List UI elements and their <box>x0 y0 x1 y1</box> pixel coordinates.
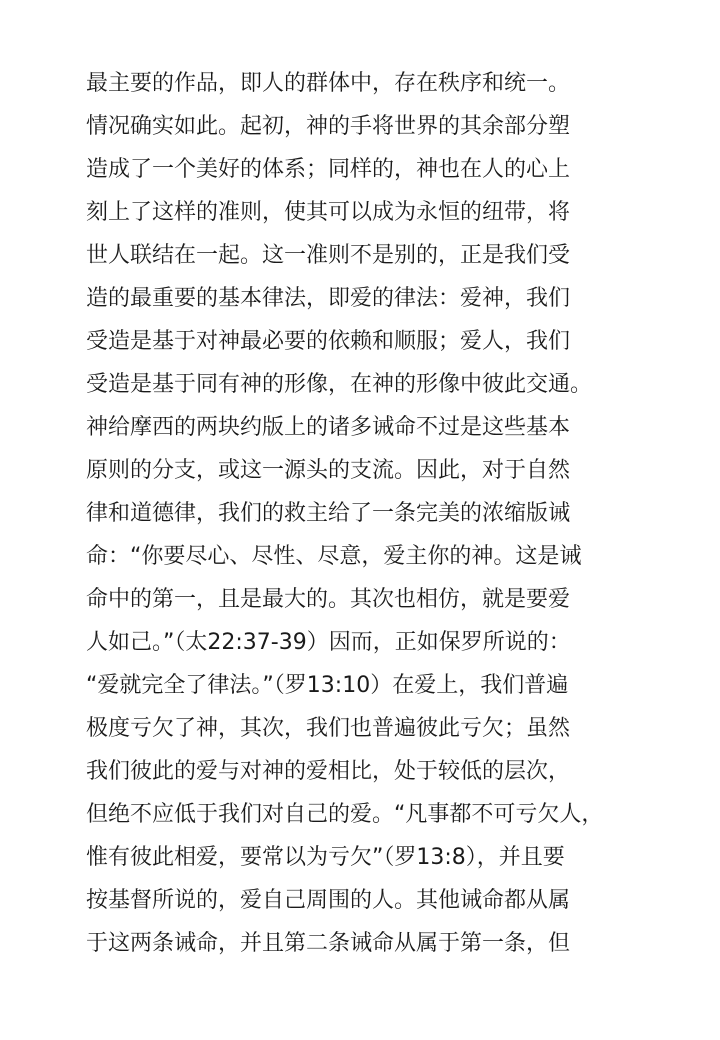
text-line: 原则的分支，或这一源头的支流。因此，对于自然 <box>86 458 571 483</box>
text-line: 于这两条诫命，并且第二条诫命从属于第一条，但 <box>86 931 571 956</box>
text-line: 按基督所说的，爱自己周围的人。其他诫命都从属 <box>86 888 571 913</box>
text-line: 人如己。”（太22:37-39）因而，正如保罗所说的： <box>86 630 571 655</box>
text-line: 命：“你要尽心、尽性、尽意，爱主你的神。这是诫 <box>86 544 582 569</box>
text-line: 极度亏欠了神，其次，我们也普遍彼此亏欠；虽然 <box>86 716 571 741</box>
text-line: 受造是基于同有神的形像，在神的形像中彼此交通。 <box>86 372 593 397</box>
text-line: 命中的第一，且是最大的。其次也相仿，就是要爱 <box>86 587 571 612</box>
text-line: 惟有彼此相爱，要常以为亏欠”（罗13:8），并且要 <box>86 845 565 870</box>
text-line: 我们彼此的爱与对神的爱相比，处于较低的层次， <box>86 759 571 784</box>
text-line: 情况确实如此。起初，神的手将世界的其余部分塑 <box>86 114 571 139</box>
text-line: 受造是基于对神最必要的依赖和顺服；爱人，我们 <box>86 329 571 354</box>
text-line: 世人联结在一起。这一准则不是别的，正是我们受 <box>86 243 571 268</box>
text-line: 律和道德律，我们的救主给了一条完美的浓缩版诫 <box>86 501 571 526</box>
text-line: “爱就完全了律法。”（罗13:10）在爱上，我们普遍 <box>86 673 569 698</box>
body-text <box>86 62 706 965</box>
text-line: 但绝不应低于我们对自己的爱。“凡事都不可亏欠人， <box>86 802 604 827</box>
text-line: 造的最重要的基本律法，即爱的律法：爱神，我们 <box>86 286 571 311</box>
text-line: 最主要的作品，即人的群体中，存在秩序和统一。 <box>86 71 571 96</box>
text-line: 神给摩西的两块约版上的诸多诫命不过是这些基本 <box>86 415 571 440</box>
text-line: 造成了一个美好的体系；同样的，神也在人的心上 <box>86 157 571 182</box>
text-line: 刻上了这样的准则，使其可以成为永恒的纽带，将 <box>86 200 571 225</box>
